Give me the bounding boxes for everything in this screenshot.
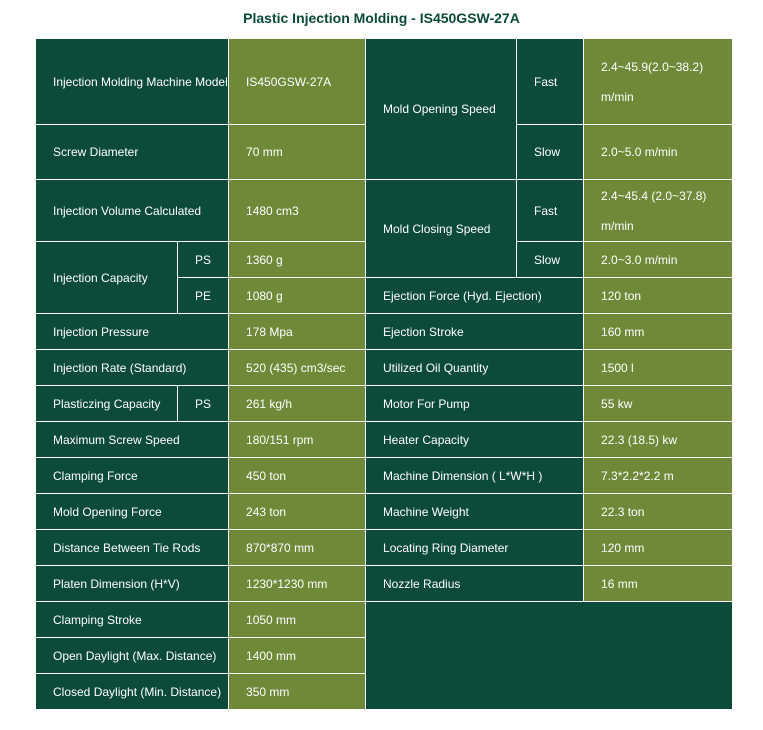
table-row xyxy=(36,566,733,602)
closing-slow-label: Slow xyxy=(517,242,584,278)
clamping-stroke-label: Clamping Stroke xyxy=(36,602,229,638)
motor-value: 55 kw xyxy=(584,386,733,422)
table-row xyxy=(36,314,733,350)
locating-ring-value: 120 mm xyxy=(584,530,733,566)
clamping-stroke-value: 1050 mm xyxy=(229,602,366,638)
max-screw-speed-label: Maximum Screw Speed xyxy=(36,422,229,458)
plasticizing-sub: PS xyxy=(178,386,229,422)
spec-table xyxy=(35,38,733,710)
table-row xyxy=(36,386,733,422)
plasticizing-value: 261 kg/h xyxy=(229,386,366,422)
ejection-force-label: Ejection Force (Hyd. Ejection) xyxy=(366,278,584,314)
model-label: Injection Molding Machine Model xyxy=(36,39,229,125)
open-daylight-value: 1400 mm xyxy=(229,638,366,674)
opening-slow-value: 2.0~5.0 m/min xyxy=(584,125,733,180)
oil-quantity-label: Utilized Oil Quantity xyxy=(366,350,584,386)
injection-rate-label: Injection Rate (Standard) xyxy=(36,350,229,386)
screw-diameter-value: 70 mm xyxy=(229,125,366,180)
table-row xyxy=(36,180,733,242)
machine-dimension-value: 7.3*2.2*2.2 m xyxy=(584,458,733,494)
injection-capacity-ps-value: 1360 g xyxy=(229,242,366,278)
opening-fast-value: 2.4~45.9(2.0~38.2) m/min xyxy=(584,39,733,125)
tie-rods-value: 870*870 mm xyxy=(229,530,366,566)
opening-slow-label: Slow xyxy=(517,125,584,180)
ejection-stroke-label: Ejection Stroke xyxy=(366,314,584,350)
injection-volume-value: 1480 cm3 xyxy=(229,180,366,242)
clamping-force-label: Clamping Force xyxy=(36,458,229,494)
ejection-force-value: 120 ton xyxy=(584,278,733,314)
locating-ring-label: Locating Ring Diameter xyxy=(366,530,584,566)
closed-daylight-label: Closed Daylight (Min. Distance) xyxy=(36,674,229,710)
closed-daylight-value: 350 mm xyxy=(229,674,366,710)
table-row xyxy=(36,422,733,458)
motor-label: Motor For Pump xyxy=(366,386,584,422)
injection-capacity-label: Injection Capacity xyxy=(36,242,178,314)
model-value: IS450GSW-27A xyxy=(229,39,366,125)
plasticizing-label: Plasticzing Capacity xyxy=(36,386,178,422)
oil-quantity-value: 1500 l xyxy=(584,350,733,386)
injection-capacity-pe-value: 1080 g xyxy=(229,278,366,314)
heater-label: Heater Capacity xyxy=(366,422,584,458)
machine-weight-value: 22.3 ton xyxy=(584,494,733,530)
tie-rods-label: Distance Between Tie Rods xyxy=(36,530,229,566)
injection-pressure-value: 178 Mpa xyxy=(229,314,366,350)
nozzle-radius-label: Nozzle Radius xyxy=(366,566,584,602)
injection-pressure-label: Injection Pressure xyxy=(36,314,229,350)
heater-value: 22.3 (18.5) kw xyxy=(584,422,733,458)
screw-diameter-label: Screw Diameter xyxy=(36,125,229,180)
table-row xyxy=(36,530,733,566)
open-daylight-label: Open Daylight (Max. Distance) xyxy=(36,638,229,674)
machine-dimension-label: Machine Dimension ( L*W*H ) xyxy=(366,458,584,494)
mold-closing-speed-label: Mold Closing Speed xyxy=(366,180,517,278)
mold-opening-force-label: Mold Opening Force xyxy=(36,494,229,530)
injection-volume-label: Injection Volume Calculated xyxy=(36,180,229,242)
table-row xyxy=(36,494,733,530)
injection-rate-value: 520 (435) cm3/sec xyxy=(229,350,366,386)
table-row xyxy=(36,458,733,494)
empty-cell xyxy=(366,602,733,710)
closing-fast-value: 2.4~45.4 (2.0~37.8) m/min xyxy=(584,180,733,242)
platen-label: Platen Dimension (H*V) xyxy=(36,566,229,602)
table-row xyxy=(36,350,733,386)
closing-slow-value: 2.0~3.0 m/min xyxy=(584,242,733,278)
table-row xyxy=(36,39,733,125)
closing-fast-label: Fast xyxy=(517,180,584,242)
page-title: Plastic Injection Molding - IS450GSW-27A xyxy=(243,10,520,26)
injection-capacity-ps: PS xyxy=(178,242,229,278)
mold-opening-force-value: 243 ton xyxy=(229,494,366,530)
nozzle-radius-value: 16 mm xyxy=(584,566,733,602)
machine-weight-label: Machine Weight xyxy=(366,494,584,530)
mold-opening-speed-label: Mold Opening Speed xyxy=(366,39,517,180)
platen-value: 1230*1230 mm xyxy=(229,566,366,602)
opening-fast-label: Fast xyxy=(517,39,584,125)
injection-capacity-pe: PE xyxy=(178,278,229,314)
ejection-stroke-value: 160 mm xyxy=(584,314,733,350)
max-screw-speed-value: 180/151 rpm xyxy=(229,422,366,458)
table-row xyxy=(36,602,733,638)
clamping-force-value: 450 ton xyxy=(229,458,366,494)
